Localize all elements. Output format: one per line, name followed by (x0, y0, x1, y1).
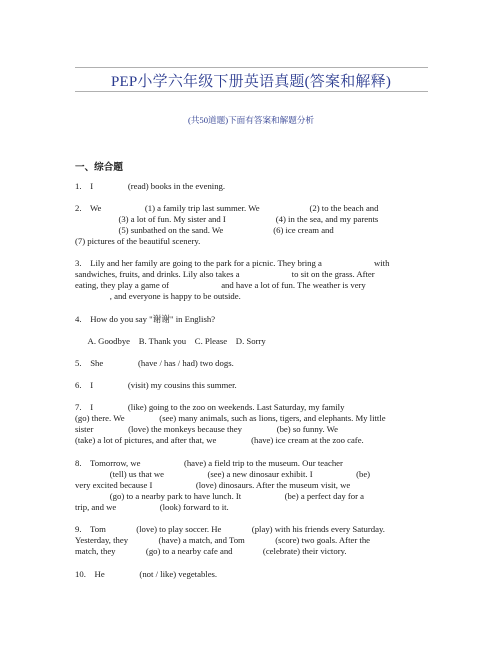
question-4-options (75, 336, 435, 347)
question-line: 8. Tomorrow, we (have) a field trip to the museum. Our teacher (75, 458, 343, 468)
question-line: sandwiches, fruits, and drinks. Lily also takes a to sit on the grass. After (75, 268, 375, 279)
question-line: (7) pictures of the beautiful scenery. (75, 235, 201, 246)
question-line: 7. I (like) going to the zoo on weekends. Last Saturday, my family (75, 402, 345, 412)
question-7 (75, 402, 435, 446)
question-line: 2. We (1) a family trip last summer. We (2) to the beach and (75, 203, 379, 213)
question-line: eating, they play a game of and have a lot of fun. The weather is very (75, 279, 366, 290)
question-line: (go) there. We (see) many animals, such as lions, tigers, and elephants. My little (75, 412, 386, 423)
question-line: very excited because I (love) dinosaurs. After the museum visit, we (75, 479, 351, 490)
page-title: PEP小学六年级下册英语真题(答案和解释) (110, 74, 392, 90)
page-subtitle: (共50道题)下面有答案和解题分析 (187, 115, 315, 125)
section-heading: 一、综合题 (75, 162, 123, 173)
question-line: match, they (go) to a nearby cafe and (celebrate) their victory. (75, 545, 347, 556)
answer-options: A. Goodbye B. Thank you C. Please D. Sorry (75, 336, 266, 346)
question-line: (tell) us that we (see) a new dinosaur exhibit. I (be) (75, 468, 371, 479)
question-1 (75, 181, 435, 192)
question-line: Yesterday, they (have) a match, and Tom (score) two goals. After the (75, 534, 371, 545)
question-line: , and everyone is happy to be outside. (75, 290, 241, 301)
question-line: 9. Tom (love) to play soccer. He (play) with his friends every Saturday. (75, 524, 385, 534)
question-line: 10. He (not / like) vegetables. (75, 569, 218, 579)
question-3 (75, 258, 435, 302)
question-line: (3) a lot of fun. My sister and I (4) in the sea, and my parents (75, 213, 379, 224)
question-6 (75, 380, 435, 391)
question-line: 3. Lily and her family are going to the park for a picnic. They bring a with (75, 258, 390, 268)
top-rule (75, 67, 428, 68)
question-line: trip, and we (look) forward to it. (75, 501, 229, 512)
question-4 (75, 314, 435, 325)
question-9 (75, 524, 435, 557)
question-line: 1. I (read) books in the evening. (75, 181, 226, 191)
question-2 (75, 203, 435, 247)
question-line: 6. I (visit) my cousins this summer. (75, 380, 237, 390)
question-line: (go) to a nearby park to have lunch. It (be) a perfect day for a (75, 490, 364, 501)
question-8 (75, 458, 435, 513)
question-line: 4. How do you say "谢谢" in English? (75, 314, 216, 324)
question-5 (75, 358, 435, 369)
question-10 (75, 569, 435, 580)
question-line: 5. She (have / has / had) two dogs. (75, 358, 234, 368)
title-underline (75, 91, 428, 92)
question-line: (take) a lot of pictures, and after that, we (have) ice cream at the zoo cafe. (75, 434, 364, 445)
question-line: sister (love) the monkeys because they (be) so funny. We (75, 423, 339, 434)
question-line: (5) sunbathed on the sand. We (6) ice cream and (75, 224, 334, 235)
